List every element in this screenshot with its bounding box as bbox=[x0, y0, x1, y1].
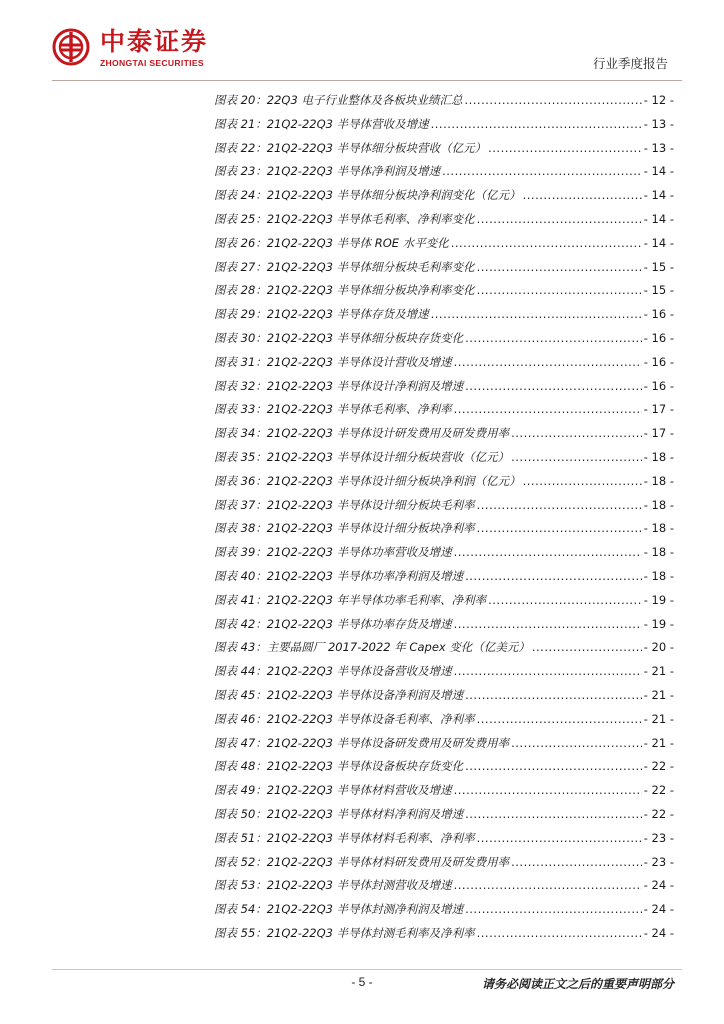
toc-entry-page: - 18 - bbox=[643, 449, 674, 464]
footer-divider bbox=[52, 969, 682, 970]
toc-entry-page: - 18 - bbox=[643, 521, 674, 536]
toc-dot-leader bbox=[477, 256, 642, 280]
toc-entry[interactable] bbox=[214, 208, 674, 232]
toc-entry[interactable] bbox=[214, 827, 674, 851]
toc-entry-label: 图表 35：21Q2-22Q3 半导体设计细分板块营收（亿元） bbox=[214, 449, 510, 464]
toc-dot-leader bbox=[465, 375, 642, 399]
toc-entry-page: - 24 - bbox=[643, 878, 674, 893]
toc-dot-leader bbox=[477, 494, 642, 518]
toc-dot-leader bbox=[523, 184, 642, 208]
toc-dot-leader bbox=[454, 660, 642, 684]
toc-entry[interactable] bbox=[214, 184, 674, 208]
toc-entry-label: 图表 25：21Q2-22Q3 半导体毛利率、净利率变化 bbox=[214, 211, 475, 226]
toc-entry[interactable] bbox=[214, 137, 674, 161]
toc-entry[interactable] bbox=[214, 874, 674, 898]
toc-entry-label: 图表 30：21Q2-22Q3 半导体细分板块存货变化 bbox=[214, 330, 464, 345]
toc-entry-page: - 19 - bbox=[643, 592, 674, 607]
toc-dot-leader bbox=[488, 137, 642, 161]
toc-entry-label: 图表 29：21Q2-22Q3 半导体存货及增速 bbox=[214, 307, 429, 322]
toc-entry-page: - 15 - bbox=[643, 283, 674, 298]
toc-dot-leader bbox=[454, 398, 642, 422]
toc-entry-page: - 18 - bbox=[643, 545, 674, 560]
toc-entry[interactable] bbox=[214, 351, 674, 375]
toc-entry-page: - 24 - bbox=[643, 902, 674, 917]
toc-entry-page: - 16 - bbox=[643, 354, 674, 369]
toc-entry-label: 图表 39：21Q2-22Q3 半导体功率营收及增速 bbox=[214, 545, 452, 560]
toc-entry[interactable] bbox=[214, 232, 674, 256]
toc-dot-leader bbox=[511, 851, 642, 875]
toc-dot-leader bbox=[477, 208, 642, 232]
toc-entry-label: 图表 51：21Q2-22Q3 半导体材料毛利率、净利率 bbox=[214, 830, 475, 845]
toc-entry-label: 图表 21：21Q2-22Q3 半导体营收及增速 bbox=[214, 116, 429, 131]
zhongtai-logo-icon bbox=[52, 28, 90, 66]
toc-entry-page: - 14 - bbox=[643, 235, 674, 250]
toc-entry[interactable] bbox=[214, 684, 674, 708]
toc-entry-label: 图表 48：21Q2-22Q3 半导体设备板块存货变化 bbox=[214, 759, 464, 774]
toc-dot-leader bbox=[431, 113, 642, 137]
page-number: - 5 - bbox=[351, 975, 373, 989]
toc-dot-leader bbox=[465, 327, 642, 351]
toc-dot-leader bbox=[464, 89, 641, 113]
toc-entry-label: 图表 49：21Q2-22Q3 半导体材料营收及增速 bbox=[214, 783, 452, 798]
toc-dot-leader bbox=[477, 279, 642, 303]
toc-entry-label: 图表 46：21Q2-22Q3 半导体设备毛利率、净利率 bbox=[214, 711, 475, 726]
toc-entry-page: - 22 - bbox=[643, 806, 674, 821]
toc-dot-leader bbox=[511, 446, 642, 470]
toc-dot-leader bbox=[454, 874, 642, 898]
toc-entry-label: 图表 22：21Q2-22Q3 半导体细分板块营收（亿元） bbox=[214, 140, 487, 155]
toc-entry-label: 图表 50：21Q2-22Q3 半导体材料净利润及增速 bbox=[214, 806, 464, 821]
toc-dot-leader bbox=[477, 517, 642, 541]
toc-entry-page: - 16 - bbox=[643, 330, 674, 345]
toc-entry[interactable] bbox=[214, 160, 674, 184]
toc-entry[interactable] bbox=[214, 113, 674, 137]
toc-entry-page: - 24 - bbox=[643, 925, 674, 940]
brand-name-en: ZHONGTAI SECURITIES bbox=[100, 58, 204, 68]
toc-entry-page: - 18 - bbox=[643, 497, 674, 512]
toc-entry-label: 图表 36：21Q2-22Q3 半导体设计细分板块净利润（亿元） bbox=[214, 473, 521, 488]
toc-entry-page: - 12 - bbox=[643, 93, 674, 107]
toc-entry-label: 图表 43：主要晶圆厂 2017-2022 年 Capex 变化（亿美元） bbox=[214, 640, 530, 655]
toc-entry[interactable] bbox=[214, 398, 674, 422]
toc-entry-page: - 20 - bbox=[643, 640, 674, 655]
toc-dot-leader bbox=[451, 232, 642, 256]
toc-entry-page: - 23 - bbox=[643, 854, 674, 869]
toc-entry-label: 图表 41：21Q2-22Q3 年半导体功率毛利率、净利率 bbox=[214, 592, 487, 607]
toc-entry[interactable] bbox=[214, 803, 674, 827]
toc-entry-label: 图表 44：21Q2-22Q3 半导体设备营收及增速 bbox=[214, 664, 452, 679]
toc-entry-page: - 13 - bbox=[643, 116, 674, 131]
toc-entry-page: - 22 - bbox=[643, 783, 674, 798]
toc-entry[interactable] bbox=[214, 494, 674, 518]
toc-entry-label: 图表 38：21Q2-22Q3 半导体设计细分板块净利率 bbox=[214, 521, 475, 536]
toc-entry-page: - 21 - bbox=[643, 664, 674, 679]
toc-dot-leader bbox=[465, 565, 642, 589]
toc-entry-label: 图表 33：21Q2-22Q3 半导体毛利率、净利率 bbox=[214, 402, 452, 417]
toc-entry-page: - 14 - bbox=[643, 211, 674, 226]
toc-entry-page: - 13 - bbox=[643, 140, 674, 155]
toc-dot-leader bbox=[465, 684, 642, 708]
toc-entry-page: - 16 - bbox=[643, 307, 674, 322]
toc-entry-page: - 19 - bbox=[643, 616, 674, 631]
toc-entry[interactable] bbox=[214, 565, 674, 589]
figure-index-list bbox=[214, 89, 674, 946]
toc-dot-leader bbox=[511, 422, 642, 446]
toc-dot-leader bbox=[454, 613, 642, 637]
toc-entry-page: - 21 - bbox=[643, 687, 674, 702]
toc-entry[interactable] bbox=[214, 446, 674, 470]
toc-entry[interactable] bbox=[214, 755, 674, 779]
toc-entry-page: - 16 - bbox=[643, 378, 674, 393]
toc-entry-label: 图表 40：21Q2-22Q3 半导体功率净利润及增速 bbox=[214, 568, 464, 583]
header-divider bbox=[52, 80, 682, 81]
toc-entry[interactable] bbox=[214, 279, 674, 303]
toc-dot-leader bbox=[454, 779, 642, 803]
toc-entry[interactable] bbox=[214, 708, 674, 732]
toc-entry-label: 图表 31：21Q2-22Q3 半导体设计营收及增速 bbox=[214, 354, 452, 369]
toc-entry-label: 图表 54：21Q2-22Q3 半导体封测净利润及增速 bbox=[214, 902, 464, 917]
toc-dot-leader bbox=[523, 470, 642, 494]
toc-entry[interactable] bbox=[214, 303, 674, 327]
toc-entry-label: 图表 52：21Q2-22Q3 半导体材料研发费用及研发费用率 bbox=[214, 854, 510, 869]
toc-dot-leader bbox=[488, 589, 642, 613]
toc-entry-label: 图表 26：21Q2-22Q3 半导体 ROE 水平变化 bbox=[214, 235, 449, 250]
toc-entry-label: 图表 47：21Q2-22Q3 半导体设备研发费用及研发费用率 bbox=[214, 735, 510, 750]
toc-dot-leader bbox=[442, 160, 642, 184]
toc-entry[interactable] bbox=[214, 422, 674, 446]
toc-entry-page: - 22 - bbox=[643, 759, 674, 774]
toc-entry-page: - 14 - bbox=[643, 164, 674, 179]
toc-entry[interactable] bbox=[214, 470, 674, 494]
toc-entry[interactable] bbox=[214, 256, 674, 280]
toc-entry[interactable] bbox=[214, 517, 674, 541]
toc-entry[interactable] bbox=[214, 660, 674, 684]
toc-dot-leader bbox=[511, 732, 642, 756]
toc-entry[interactable] bbox=[214, 589, 674, 613]
toc-dot-leader bbox=[532, 636, 642, 660]
toc-dot-leader bbox=[465, 898, 642, 922]
toc-entry-page: - 21 - bbox=[643, 735, 674, 750]
toc-dot-leader bbox=[477, 708, 642, 732]
toc-dot-leader bbox=[477, 827, 642, 851]
toc-entry[interactable] bbox=[214, 89, 674, 113]
toc-entry-label: 图表 27：21Q2-22Q3 半导体细分板块毛利率变化 bbox=[214, 259, 475, 274]
toc-dot-leader bbox=[477, 922, 642, 946]
toc-entry-label: 图表 28：21Q2-22Q3 半导体细分板块净利率变化 bbox=[214, 283, 475, 298]
toc-entry-page: - 17 - bbox=[643, 426, 674, 441]
toc-entry[interactable] bbox=[214, 851, 674, 875]
toc-entry[interactable] bbox=[214, 613, 674, 637]
toc-entry-label: 图表 37：21Q2-22Q3 半导体设计细分板块毛利率 bbox=[214, 497, 475, 512]
toc-entry[interactable] bbox=[214, 732, 674, 756]
toc-entry[interactable] bbox=[214, 922, 674, 946]
toc-entry-label: 图表 24：21Q2-22Q3 半导体细分板块净利润变化（亿元） bbox=[214, 188, 521, 203]
toc-entry-page: - 14 - bbox=[643, 188, 674, 203]
toc-dot-leader bbox=[454, 351, 642, 375]
toc-entry-label: 图表 20：22Q3 电子行业整体及各板块业绩汇总 bbox=[214, 93, 463, 107]
toc-entry-page: - 17 - bbox=[643, 402, 674, 417]
toc-entry-page: - 18 - bbox=[643, 473, 674, 488]
toc-entry[interactable] bbox=[214, 898, 674, 922]
toc-dot-leader bbox=[465, 803, 642, 827]
toc-entry[interactable] bbox=[214, 779, 674, 803]
toc-entry-label: 图表 55：21Q2-22Q3 半导体封测毛利率及净利率 bbox=[214, 925, 475, 940]
toc-entry[interactable] bbox=[214, 375, 674, 399]
toc-entry-page: - 23 - bbox=[643, 830, 674, 845]
toc-entry-page: - 15 - bbox=[643, 259, 674, 274]
footer-disclaimer: 请务必阅读正文之后的重要声明部分 bbox=[481, 977, 674, 991]
toc-entry[interactable] bbox=[214, 541, 674, 565]
toc-entry-label: 图表 23：21Q2-22Q3 半导体净利润及增速 bbox=[214, 164, 441, 179]
toc-entry-page: - 18 - bbox=[643, 568, 674, 583]
brand-name: 中泰证券 bbox=[100, 27, 209, 56]
toc-entry-page: - 21 - bbox=[643, 711, 674, 726]
toc-entry-label: 图表 42：21Q2-22Q3 半导体功率存货及增速 bbox=[214, 616, 452, 631]
toc-entry-label: 图表 53：21Q2-22Q3 半导体封测营收及增速 bbox=[214, 878, 452, 893]
toc-entry[interactable] bbox=[214, 636, 674, 660]
toc-entry-label: 图表 45：21Q2-22Q3 半导体设备净利润及增速 bbox=[214, 687, 464, 702]
toc-entry[interactable] bbox=[214, 327, 674, 351]
report-type-label: 行业季度报告 bbox=[592, 56, 668, 71]
toc-entry-label: 图表 34：21Q2-22Q3 半导体设计研发费用及研发费用率 bbox=[214, 426, 510, 441]
toc-dot-leader bbox=[454, 541, 642, 565]
toc-dot-leader bbox=[465, 755, 642, 779]
toc-dot-leader bbox=[431, 303, 642, 327]
toc-entry-label: 图表 32：21Q2-22Q3 半导体设计净利润及增速 bbox=[214, 378, 464, 393]
page-header bbox=[0, 0, 724, 80]
